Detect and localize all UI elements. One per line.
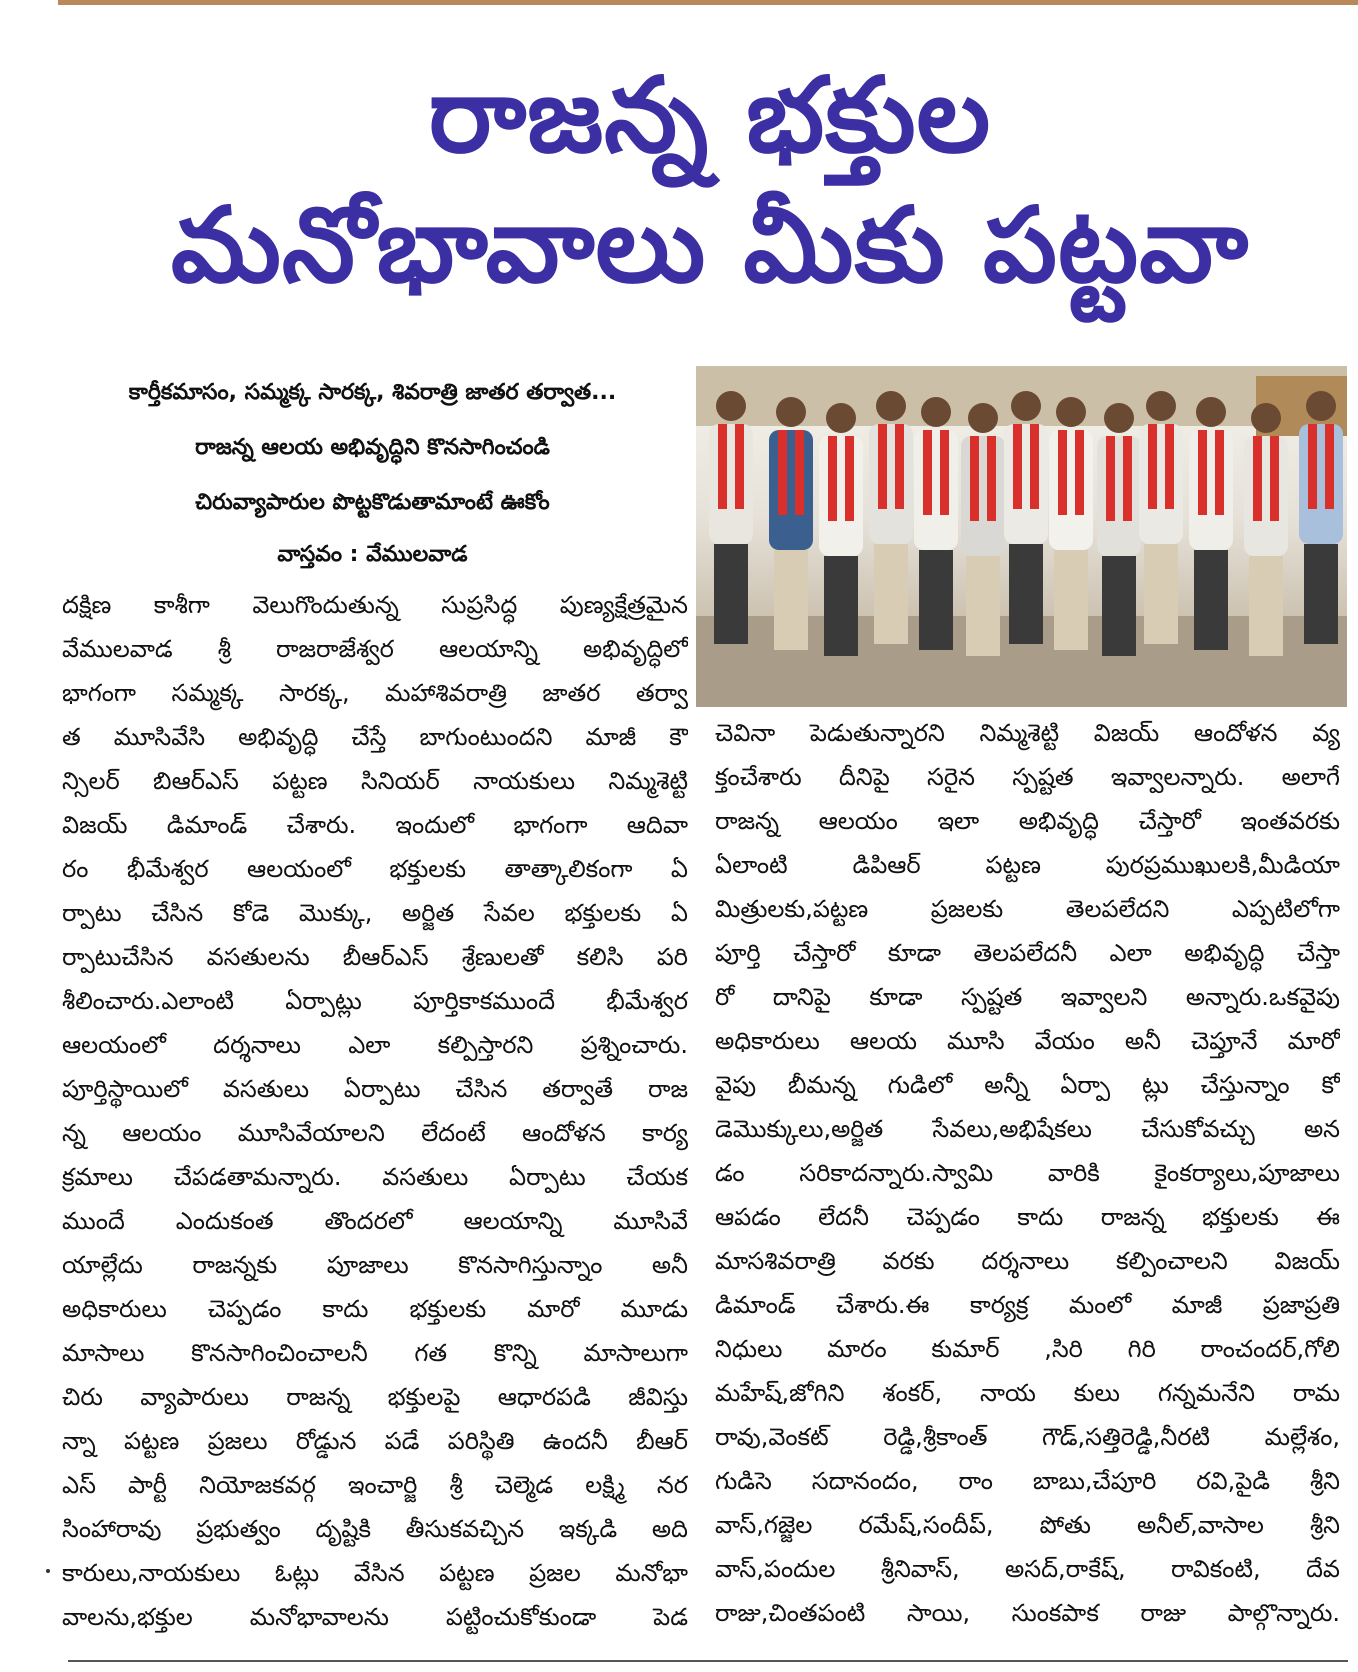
column-2-line: ఏలాంటి డిపిఆర్ పట్టణ పురప్రముఖులకి,మీడియా <box>715 851 1340 879</box>
person-head <box>921 397 951 427</box>
red-scarf <box>1253 436 1262 521</box>
red-scarf <box>845 436 854 521</box>
person-legs <box>774 550 808 650</box>
red-scarf <box>895 424 904 509</box>
column-2-line: డెమొక్కులు,అర్జిత సేవలు,అభిషేకలు చేసుకోవచ్చు అన <box>715 1115 1340 1143</box>
red-scarf <box>735 424 744 509</box>
column-1-line: త మూసివేసి అభివృద్ధి చేస్తే బాగుంటుందని మాజీ కౌ <box>62 723 688 751</box>
red-scarf <box>1308 424 1317 509</box>
column-1-line: క్రమాలు చేపడతామన్నారు. వసతులు ఏర్పాటు చేయక <box>62 1163 688 1191</box>
person-body <box>1097 436 1141 556</box>
top-rule <box>58 0 1358 5</box>
column-1-line: భాగంగా సమ్మక్క సారక్క, మహాశివరాత్రి జాతర తర్వా <box>62 679 688 707</box>
column-1-line: న్నా పట్టణ ప్రజలు రోడ్డున పడే పరిస్థితి ఉందనీ బీఆర్ <box>62 1427 688 1455</box>
person-body <box>1299 424 1343 544</box>
column-2-line: చెవినా పెడుతున్నారని నిమ్మశెట్టి విజయ్ ఆందోళన వ్య <box>715 719 1340 747</box>
red-scarf <box>1270 436 1279 521</box>
headline-line-1: రాజన్న భక్తుల <box>428 54 992 176</box>
column-2-line: వైపు బీమన్న గుడిలో అన్నీ ఏర్పా ట్లు చేస్తున్నాం కో <box>715 1071 1340 1099</box>
person-legs <box>714 544 748 644</box>
red-scarf <box>1325 424 1334 509</box>
person-legs <box>874 544 908 644</box>
print-dot <box>46 1569 50 1573</box>
person-body <box>869 424 913 544</box>
column-1-line: ర్పాటుచేసిన వసతులను బీఆర్ఎస్ శ్రేణులతో కలిసి పరి <box>62 943 688 971</box>
column-2-line: వాస్,పందుల శ్రీనివాస్, అసద్,రాకేష్, రావికంటి, దేవ <box>715 1555 1340 1583</box>
person-head <box>1196 397 1226 427</box>
article-column-2 <box>715 711 1340 1635</box>
column-1-line: న్న ఆలయం మూసివేయాలని లేదంటే ఆందోళన కార్య <box>62 1119 688 1147</box>
person-body <box>1139 424 1183 544</box>
column-2-line: పూర్తి చేస్తారో కూడా తెలపలేదనీ ఎలా అభివృద్ధి చేస్తా <box>715 939 1340 967</box>
column-1-line: ఆలయంలో దర్శనాలు ఎలా కల్పిస్తారని ప్రశ్నించారు. <box>62 1031 688 1059</box>
person-head <box>968 403 998 433</box>
column-2-line: గుడిసె సదానందం, రాం బాబు,చేపూరి రవి,పైడి శ్రీని <box>715 1467 1340 1495</box>
red-scarf <box>1106 436 1115 521</box>
deck-line-1: కార్తీకమాసం, సమ్మక్క సారక్క, శివరాత్రి జాతర తర్వాత... <box>128 380 617 405</box>
red-scarf <box>1148 424 1157 509</box>
red-scarf <box>1075 430 1084 515</box>
column-1-line: కారులు,నాయకులు ఓట్లు వేసిన పట్టణ ప్రజల మనోభా <box>62 1559 688 1587</box>
column-1-line: చిరు వ్యాపారులు రాజన్న భక్తులపై ఆధారపడి జీవిస్తు <box>62 1383 688 1411</box>
person-head <box>1056 397 1086 427</box>
column-1-line: యాల్లేదు రాజన్నకు పూజాలు కొనసాగిస్తున్నాం అనీ <box>62 1251 688 1279</box>
person-head <box>1104 403 1134 433</box>
person-body <box>1244 436 1288 556</box>
red-scarf <box>718 424 727 509</box>
person-legs <box>1194 550 1228 650</box>
person-legs <box>1009 544 1043 644</box>
dateline: వాస్తవం : వేములవాడ <box>277 542 468 567</box>
column-2-line: డం సరికాదన్నారు.స్వామి వారికి కైంకర్యాలు,పూజాలు <box>715 1159 1340 1187</box>
red-scarf <box>778 430 787 515</box>
person-body <box>819 436 863 556</box>
person-head <box>1306 391 1336 421</box>
bottom-rule <box>68 1660 1348 1662</box>
red-scarf <box>1123 436 1132 521</box>
red-scarf <box>1198 430 1207 515</box>
person-body <box>1189 430 1233 550</box>
person-body <box>769 430 813 550</box>
column-2-line: డిమాండ్ చేశారు.ఈ కార్యక్ర మంలో మాజీ ప్రజాప్రతి <box>715 1291 1340 1319</box>
column-1-line: అధికారులు చెప్పడం కాదు భక్తులకు మారో మూడు <box>62 1295 688 1323</box>
column-2-line: మిత్రులకు,పట్టణ ప్రజలకు తెలపలేదని ఎప్పటిలోగా <box>715 895 1340 923</box>
column-1-line: మాసాలు కొనసాగించించాలనీ గత కొన్ని మాసాలుగా <box>62 1339 688 1367</box>
group-photo-illustration <box>696 366 1347 707</box>
news-photo <box>696 366 1347 707</box>
red-scarf <box>1215 430 1224 515</box>
column-1-line: సింహారావు ప్రభుత్వం దృష్టికి తీసుకవచ్చిన ఇక్కడి అది <box>62 1515 688 1543</box>
red-scarf <box>1165 424 1174 509</box>
column-1-line: ర్పాటు చేసిన కోడె మొక్కు, అర్జిత సేవల భక్తులకు ఏ <box>62 899 688 927</box>
column-2-line: నిధులు మారం కుమార్ ,సిరి గిరి రాంచందర్,గోలి <box>715 1335 1340 1363</box>
column-2-line: మాసశివరాత్రి వరకు దర్శనాలు కల్పించాలని విజయ్ <box>715 1247 1340 1275</box>
deck-line-3: చిరువ్యాపారుల పొట్టకొడుతామాంటే ఊకోం <box>195 490 550 515</box>
red-scarf <box>1013 424 1022 509</box>
article-column-1 <box>62 583 688 1639</box>
person-body <box>961 436 1005 556</box>
person-body <box>1004 424 1048 544</box>
column-1-line: విజయ్ డిమాండ్ చేశారు. ఇందులో భాగంగా ఆదివా <box>62 811 688 839</box>
person-legs <box>966 556 1000 656</box>
person-head <box>1146 391 1176 421</box>
person-head <box>776 397 806 427</box>
headline-line-2: మనోభావాలు మీకు పట్టవా <box>170 184 1250 306</box>
red-scarf <box>828 436 837 521</box>
person-legs <box>824 556 858 656</box>
person-head <box>876 391 906 421</box>
person-head <box>1011 391 1041 421</box>
deck-block <box>60 365 685 580</box>
column-2-line: క్తంచేశారు దీనిపై సరైన స్పష్టత ఇవ్వాలన్నారు. అలాగే <box>715 763 1340 791</box>
red-scarf <box>940 430 949 515</box>
red-scarf <box>878 424 887 509</box>
column-2-line: రావు,వెంకట్ రెడ్డి,శ్రీకాంత్ గౌడ్,సత్తిరెడ్డి,నీరటి మల్లేశం, <box>715 1423 1340 1451</box>
person-legs <box>1144 544 1178 644</box>
person-body <box>914 430 958 550</box>
red-scarf <box>1030 424 1039 509</box>
person-legs <box>1054 550 1088 650</box>
column-1-line: వేములవాడ శ్రీ రాజరాజేశ్వర ఆలయాన్ని అభివృద్ధిలో <box>62 635 688 663</box>
column-2-line: వాస్,గజ్జెల రమేష్,సందీప్, పోతు అనీల్,వాసాల శ్రీని <box>715 1511 1340 1539</box>
deck-line-2: రాజన్న ఆలయ అభివృద్ధిని కొనసాగించండి <box>195 435 550 460</box>
red-scarf <box>923 430 932 515</box>
column-1-line: న్సిలర్ బిఆర్ఎస్ పట్టణ సినియర్ నాయకులు నిమ్మశెట్టి <box>62 767 688 795</box>
person-body <box>709 424 753 544</box>
column-1-line: ముందే ఎందుకంత తొందరలో ఆలయాన్ని మూసివే <box>62 1207 688 1235</box>
column-1-line: వాలను,భక్తుల మనోభావాలను పట్టించుకోకుండా పెడ <box>62 1603 688 1631</box>
column-1-line: పూర్తిస్థాయిలో వసతులు ఏర్పాటు చేసిన తర్వాతే రాజ <box>62 1075 688 1103</box>
person-head <box>826 403 856 433</box>
red-scarf <box>987 436 996 521</box>
red-scarf <box>970 436 979 521</box>
column-1-line: దక్షిణ కాశీగా వెలుగొందుతున్న సుప్రసిద్ధ పుణ్యక్షేత్రమైన <box>62 591 688 619</box>
person-legs <box>1249 556 1283 656</box>
red-scarf <box>1058 430 1067 515</box>
red-scarf <box>795 430 804 515</box>
column-2-line: రో దానిపై కూడా స్పష్టత ఇవ్వాలని అన్నారు.ఒకవైపు <box>715 983 1340 1011</box>
column-1-line: రం భీమేశ్వర ఆలయంలో భక్తులకు తాత్కాలికంగా ఏ <box>62 855 688 883</box>
person-legs <box>919 550 953 650</box>
person-body <box>1049 430 1093 550</box>
column-2-line: రాజన్న ఆలయం ఇలా అభివృద్ధి చేస్తారో ఇంతవరకు <box>715 807 1340 835</box>
person-legs <box>1102 556 1136 656</box>
person-head <box>716 391 746 421</box>
column-2-line: అధికారులు ఆలయ మూసి వేయం అనీ చెప్తూనే మారో <box>715 1027 1340 1055</box>
person-head <box>1251 403 1281 433</box>
column-2-line: మహేష్,జోగిని శంకర్, నాయ కులు గన్నమనేని రామ <box>715 1379 1340 1407</box>
column-1-line: శీలించారు.ఎలాంటి ఏర్పాట్లు పూర్తికాకముందే భీమేశ్వర <box>62 987 688 1015</box>
column-2-line: రాజు,చింతపంటి సాయి, సుంకపాక రాజు పాల్గొన్నారు. <box>715 1599 1340 1627</box>
column-2-line: ఆపడం లేదనీ చెప్పడం కాదు రాజన్న భక్తులకు ఈ <box>715 1203 1340 1231</box>
person-legs <box>1304 544 1338 644</box>
column-1-line: ఎస్ పార్టీ నియోజకవర్గ ఇంచార్జి శ్రీ చెల్మెడ లక్ష్మి నర <box>62 1471 688 1499</box>
